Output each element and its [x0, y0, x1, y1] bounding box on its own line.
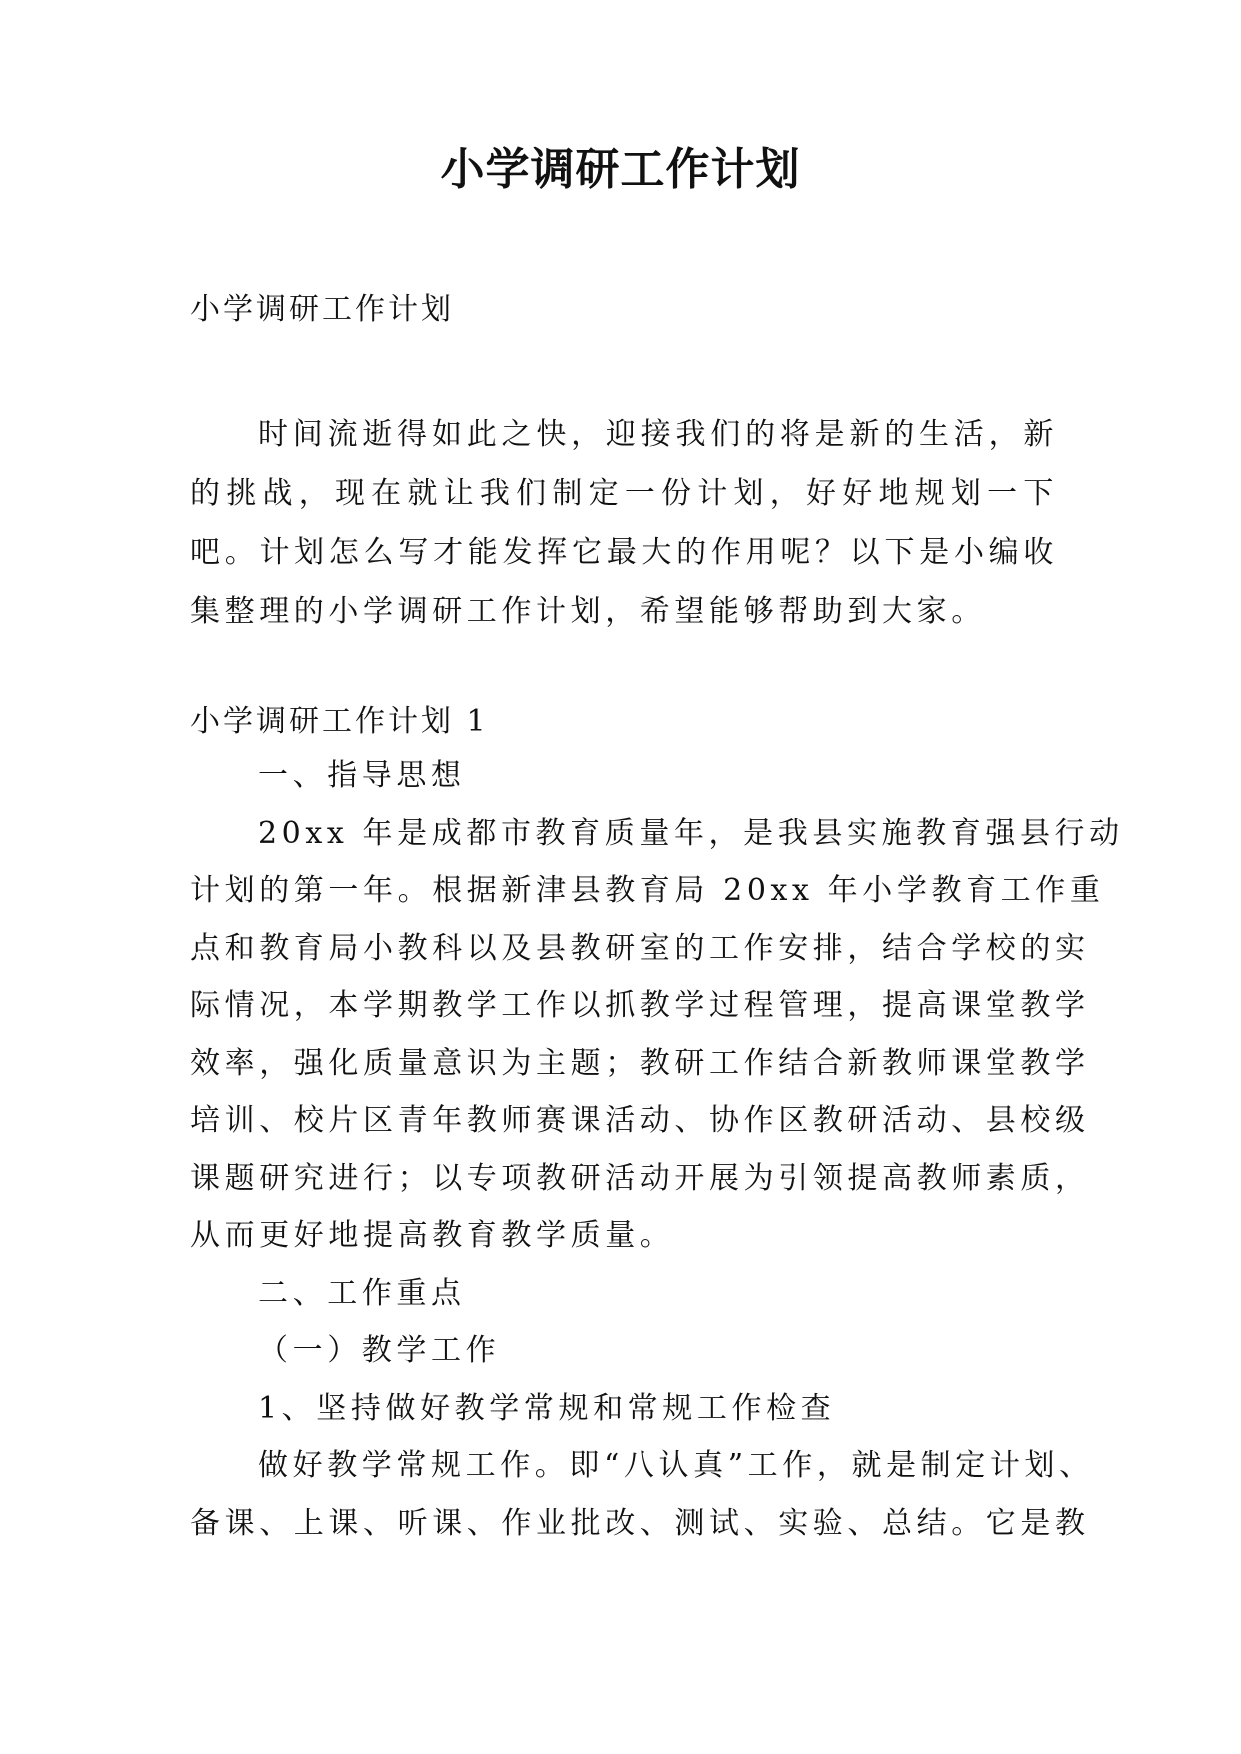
body-line: 计划的第一年。根据新津县教育局 20xx 年小学教育工作重 — [190, 873, 1105, 908]
subheading-teaching-work: （一）教学工作 — [258, 1333, 501, 1368]
body-line: 做好教学常规工作。即“八认真”工作，就是制定计划、 — [258, 1448, 1094, 1483]
heading-guiding-ideology: 一、指导思想 — [258, 758, 466, 793]
document-subtitle: 小学调研工作计划 — [190, 292, 454, 327]
body-line: 培训、校片区青年教师赛课活动、协作区教研活动、县校级 — [190, 1103, 1090, 1138]
section-body — [190, 747, 1124, 1552]
body-line: 从而更好地提高教育教学质量。 — [190, 1218, 675, 1253]
section-title: 小学调研工作计划 1 — [190, 704, 489, 739]
heading-work-focus: 二、工作重点 — [258, 1275, 466, 1311]
body-line: 备课、上课、听课、作业批改、测试、实验、总结。它是教 — [190, 1505, 1090, 1541]
intro-paragraph: 时间流逝得如此之快，迎接我们的将是新的生活，新的挑战，现在就让我们制定一份计划，好好地规划一下吧。计划怎么写才能发挥它最大的作用呢？以下是小编收集整理的小学调研工作计划，希望能够帮助到大家。 — [190, 417, 1058, 629]
body-line: 课题研究进行；以专项教研活动开展为引领提高教师素质， — [190, 1160, 1090, 1196]
body-line: 20xx 年是成都市教育质量年，是我县实施教育强县行动 — [258, 815, 1124, 851]
document-title: 小学调研工作计划 — [440, 144, 801, 195]
body-line: 点和教育局小教科以及县教研室的工作安排，结合学校的实 — [190, 930, 1090, 966]
body-line: 效率，强化质量意识为主题；教研工作结合新教师课堂教学 — [190, 1045, 1090, 1081]
body-line: 际情况，本学期教学工作以抓教学过程管理，提高课堂教学 — [190, 988, 1090, 1023]
item-routine-checks: 1、坚持做好教学常规和常规工作检查 — [258, 1390, 836, 1426]
